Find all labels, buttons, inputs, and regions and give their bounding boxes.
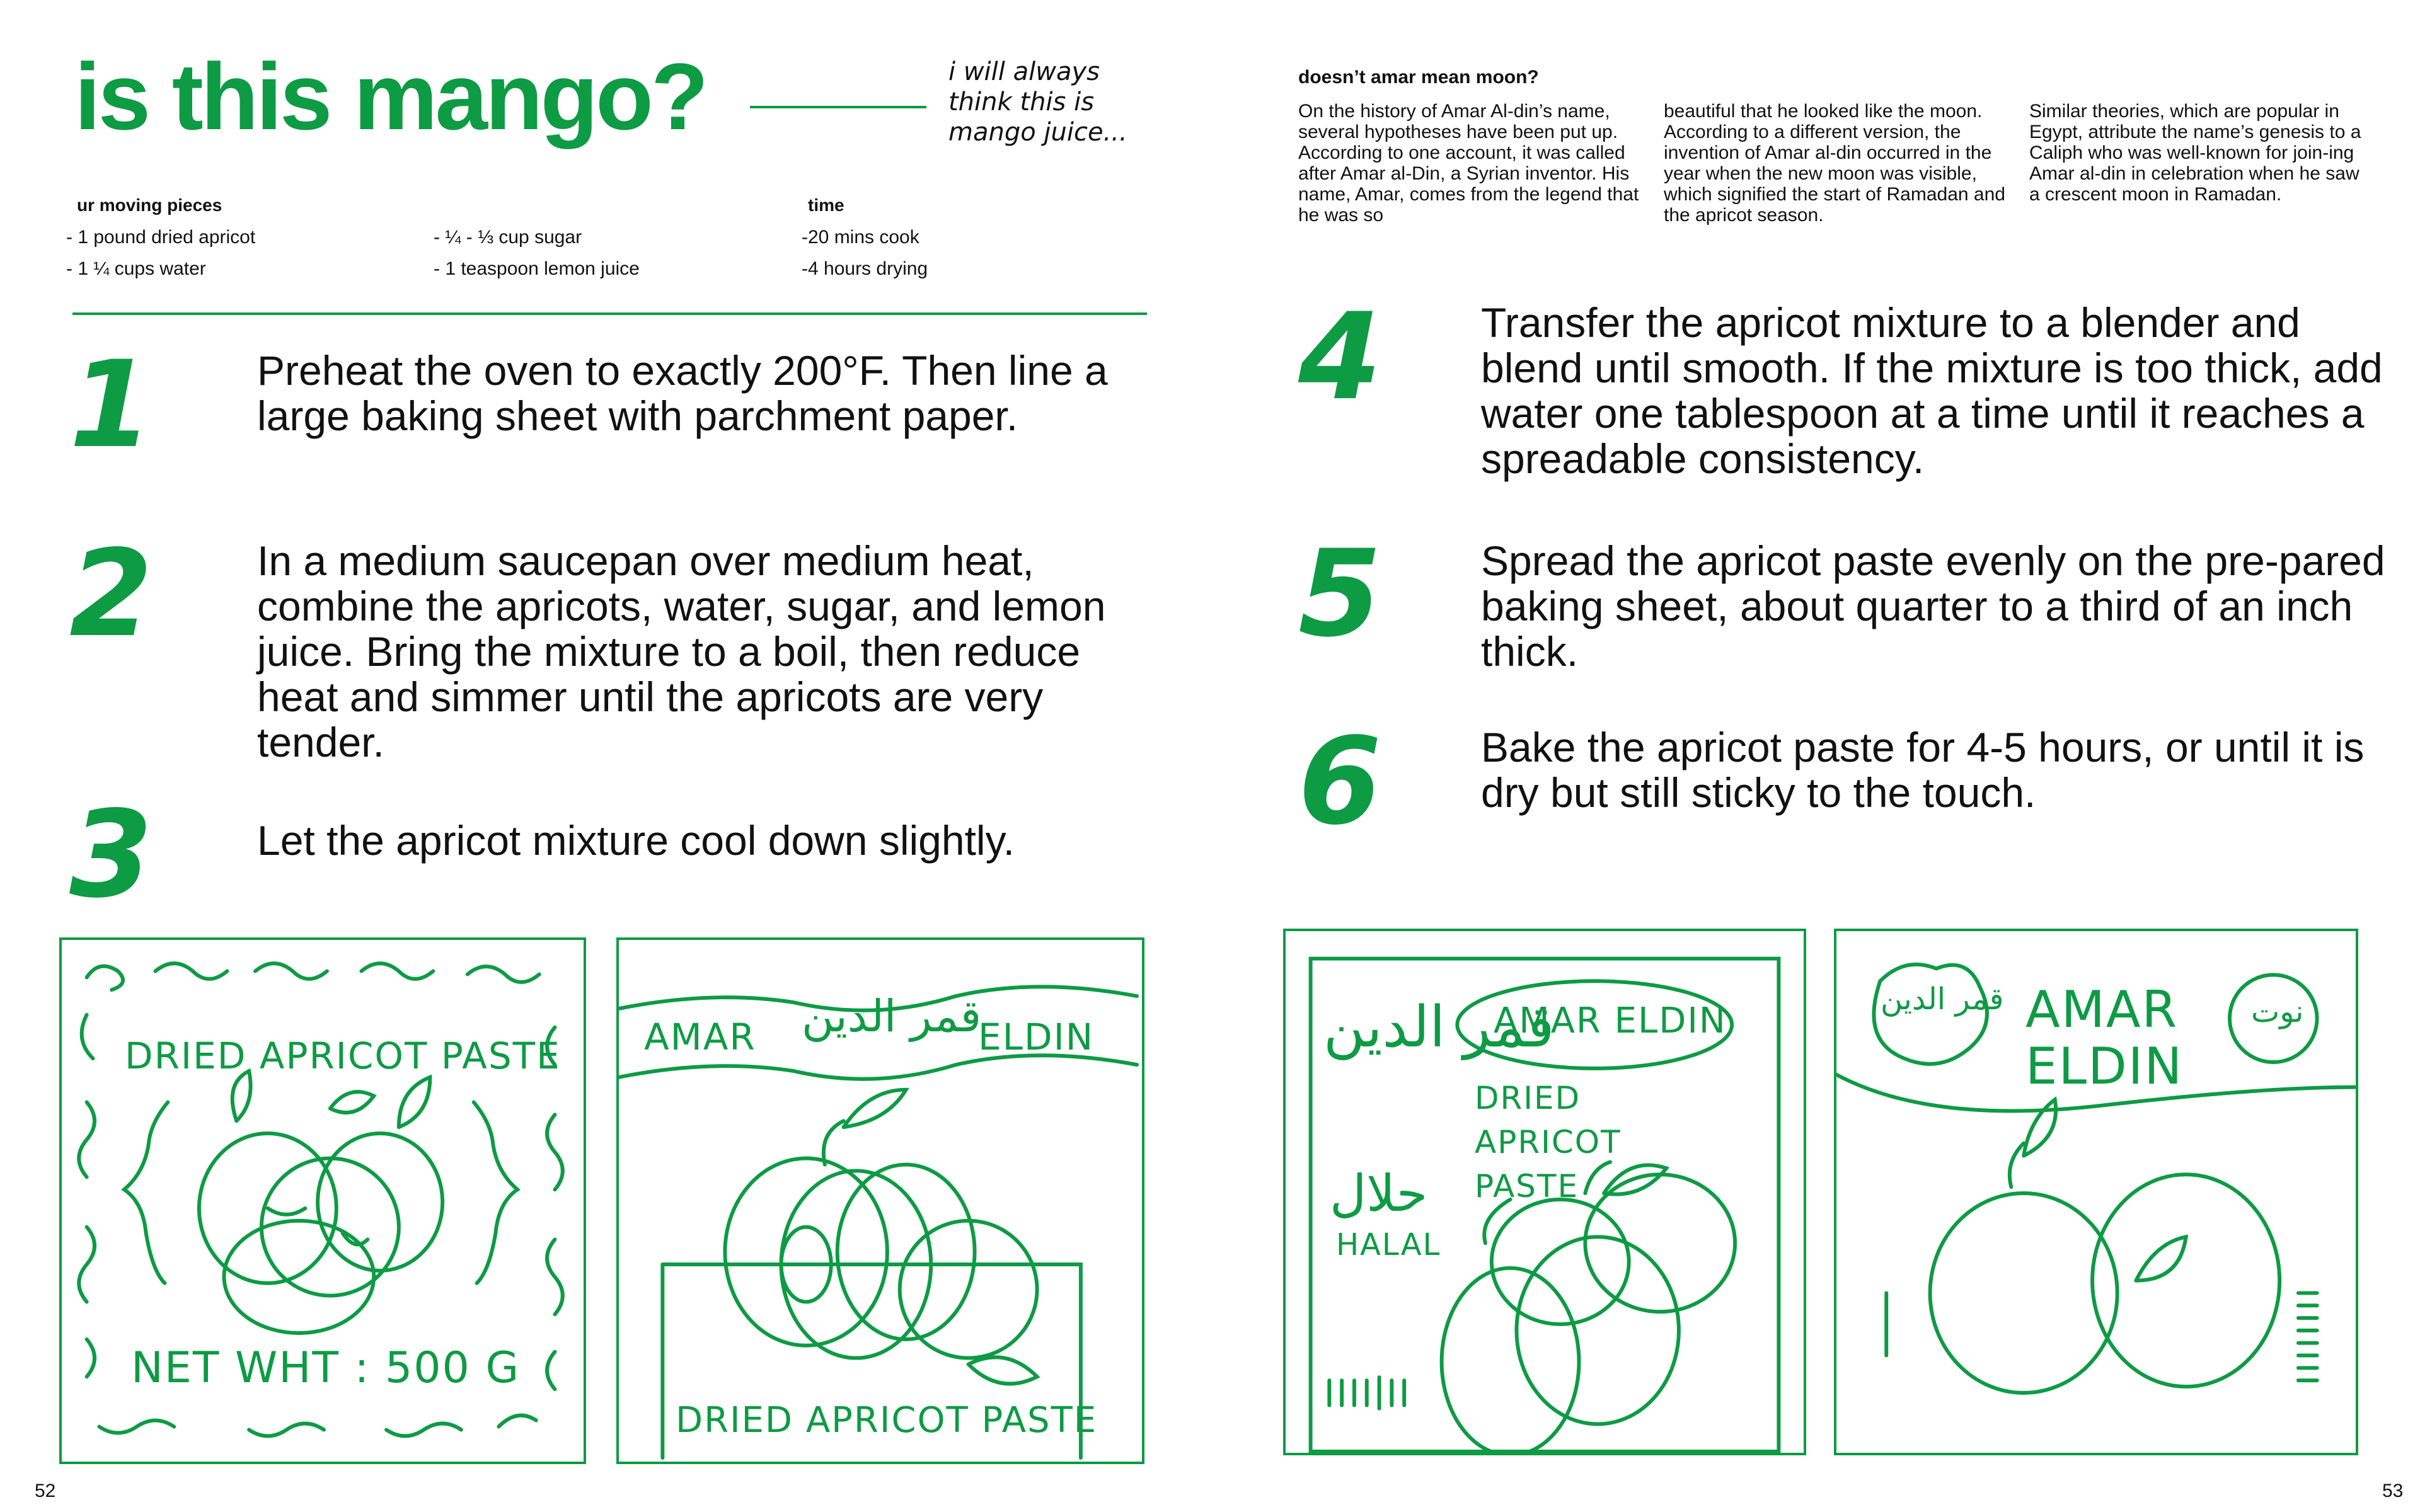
step-number: 1 [69, 335, 153, 474]
title-rule [750, 106, 926, 108]
section-divider [72, 312, 1147, 315]
panel-label: DRIED APRICOT PASTE [1475, 1080, 1622, 1205]
history-column: Similar theories, which are popular in Egypt, attribute the name’s genesis to a Caliph who was well-known for join-ing Amar al-din in celebration when he saw a crescent moon in Ramadan. [2029, 101, 2361, 205]
ingredient-item: - 1 teaspoon lemon juice [434, 258, 640, 279]
sidebar-title: doesn’t amar mean moon? [1298, 67, 1539, 88]
halal-arabic: حلال [1330, 1164, 1428, 1223]
panel-label: DRIED APRICOT PASTE [125, 1034, 561, 1077]
arabic-brand: قمر الدين [1323, 994, 1555, 1060]
panel-label: AMAR ELDIN [2025, 980, 2184, 1096]
step-text: Bake the apricot paste for 4-5 hours, or until it is dry but still sticky to the touch. [1481, 724, 2365, 816]
panel-label: AMAR [644, 1016, 756, 1058]
arabic-brand: قمر الدين [1881, 982, 2004, 1017]
ingredient-item: - 1 pound dried apricot [66, 227, 256, 248]
page-number: 53 [2382, 1480, 2404, 1501]
step-text: Let the apricot mixture cool down slightly. [257, 817, 1015, 864]
history-column: On the history of Amar Al-din’s name, several hypotheses have been put up. According to one account, it was called after Amar al-Din, a Syrian inventor. His name, Amar, comes from the legend that he was so [1298, 101, 1639, 226]
step-number: 5 [1298, 524, 1382, 663]
illustration-panel [616, 937, 1144, 1464]
arabic-badge: نوت [2251, 994, 2304, 1029]
panel-label: ELDIN [978, 1016, 1095, 1058]
step-text: Spread the apricot paste evenly on the pre-pared baking sheet, about quarter to a third of an inch thick. [1481, 537, 2385, 675]
illustration-panel [1283, 929, 1806, 1455]
page-number: 52 [35, 1480, 56, 1501]
halal-label: HALAL [1336, 1227, 1441, 1263]
arabic-brand: قمر الدين [802, 990, 982, 1042]
page-title: is this mango? [74, 43, 706, 149]
time-item: -20 mins cook [802, 227, 919, 248]
ingredient-item: - ¼ - ⅓ cup sugar [434, 227, 582, 248]
step-text: In a medium saucepan over medium heat, combine the apricots, water, sugar, and lemon juice. Bring the mixture to a boil, then reduce heat and simmer until the apricots are very tender. [257, 537, 1106, 765]
step-text: Transfer the apricot mixture to a blender and blend until smooth. If the mixture is too thick, add water one tablespoon at a time until it reaches a spreadable consistency. [1481, 299, 2383, 482]
ingredients-label: ur moving pieces [77, 195, 222, 215]
step-number: 6 [1298, 712, 1382, 851]
time-item: -4 hours drying [802, 258, 928, 279]
illustration-panel [59, 937, 586, 1464]
illustration-panel [1834, 929, 2358, 1455]
panel-label: AMAR ELDIN [1494, 1000, 1727, 1041]
time-label: time [808, 195, 844, 215]
history-column: beautiful that he looked like the moon. According to a different version, the invention of Amar al-din occurred in the year when the new moon was visible, which signified the start of Ramadan and the apricot season. [1664, 101, 2005, 226]
panel-label: NET WHT : 500 G [131, 1343, 521, 1393]
ingredient-item: - 1 ¼ cups water [66, 258, 206, 279]
step-number: 4 [1298, 287, 1382, 427]
step-number: 2 [69, 524, 153, 663]
step-text: Preheat the oven to exactly 200°F. Then line a large baking sheet with parchment paper. [257, 347, 1108, 439]
step-number: 3 [69, 785, 153, 924]
handwritten-note: i will always think this is mango juice... [948, 57, 1127, 147]
panel-label: DRIED APRICOT PASTE [676, 1400, 1098, 1441]
